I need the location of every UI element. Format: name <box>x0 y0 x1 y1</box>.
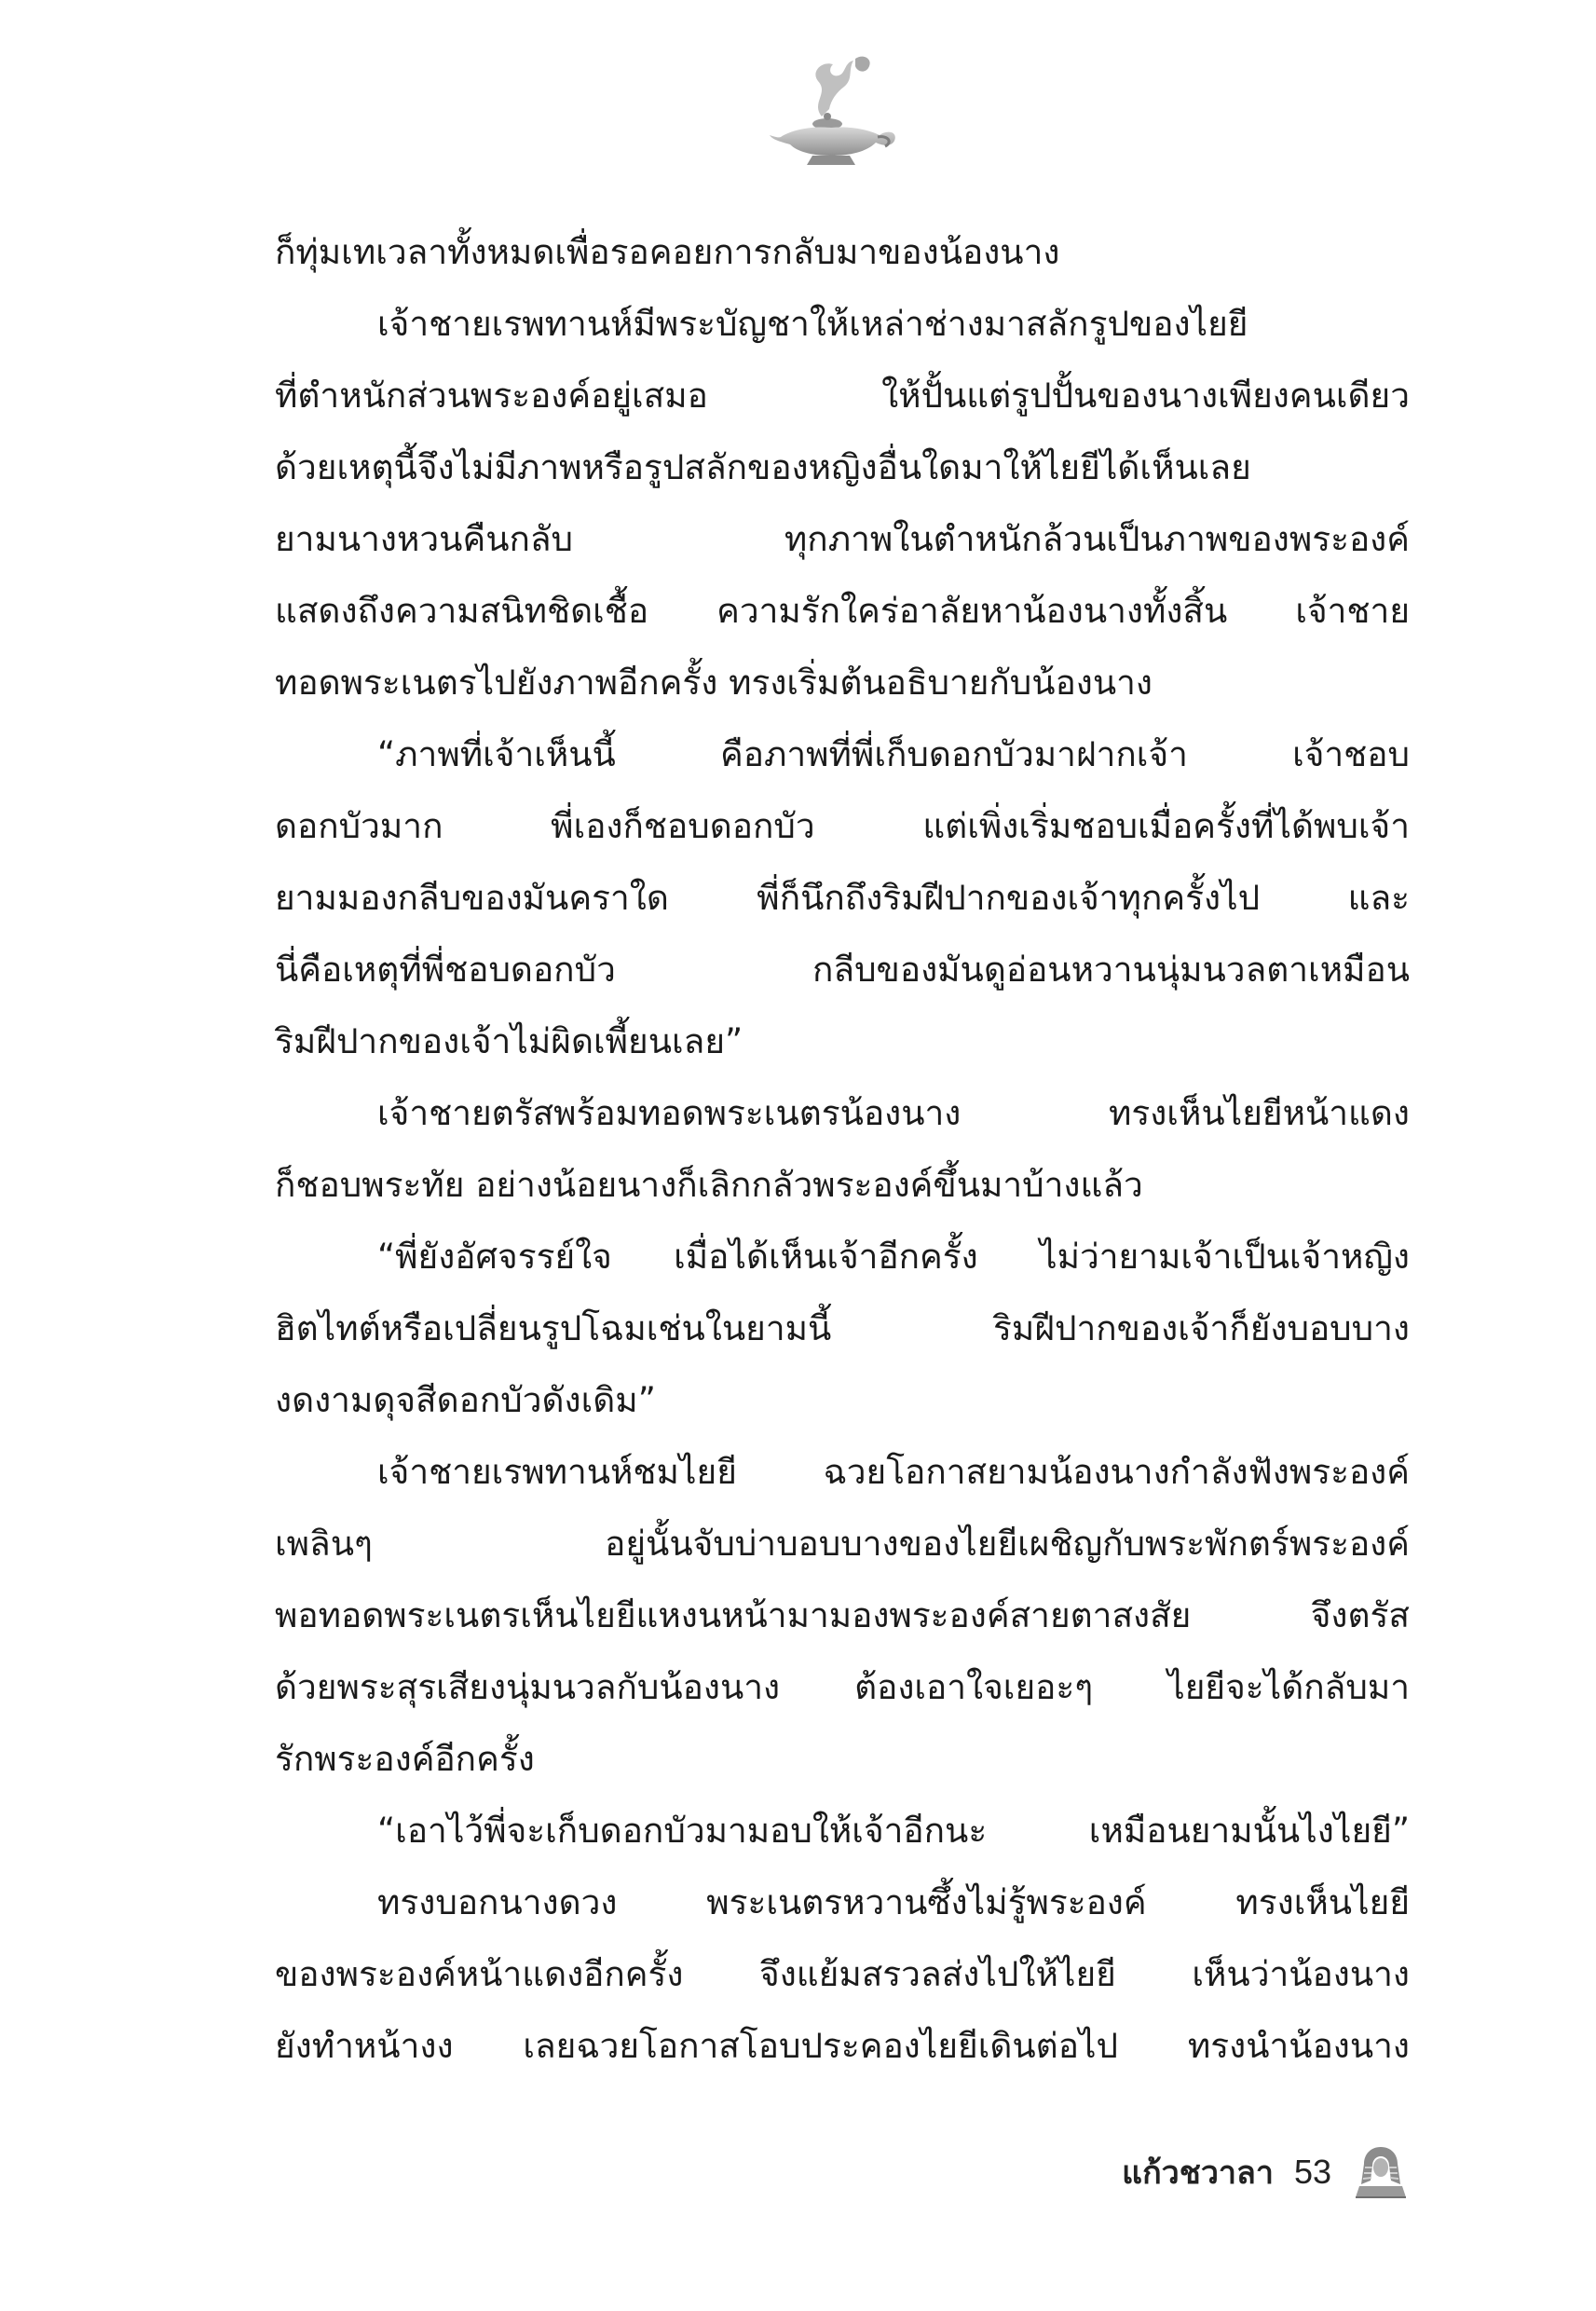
magic-lamp-icon <box>764 51 904 172</box>
page-footer <box>1122 2143 1410 2201</box>
text-line: ฮิตไทต์หรือเปลี่ยนรูปโฉมเช่นในยามนี้ ริมฝีปากของเจ้าก็ยังบอบบาง <box>275 1308 1410 1348</box>
page-number: 53 <box>1293 2153 1331 2191</box>
text-line: เพลินๆ อยู่นั้นจับบ่าบอบบางของไยยีเผชิญกับพระพักตร์พระองค์ <box>275 1524 1410 1564</box>
book-title: แก้วชวาลา <box>1122 2154 1274 2192</box>
text-line: ดอกบัวมาก พี่เองก็ชอบดอกบัว แต่เพิ่งเริ่มชอบเมื่อครั้งที่ได้พบเจ้า <box>275 806 1410 846</box>
text-line: ก็ชอบพระทัย อย่างน้อยนางก็เลิกกลัวพระองค์ขึ้นมาบ้างแล้ว <box>275 1165 1143 1205</box>
text-line: ยามมองกลีบของมันคราใด พี่ก็นึกถึงริมฝีปากของเจ้าทุกครั้งไป และ <box>275 878 1410 918</box>
text-line: งดงามดุจสีดอกบัวดังเดิม” <box>275 1380 656 1420</box>
text-line: ทรงบอกนางดวง พระเนตรหวานซึ้งไม่รู้พระองค์ ทรงเห็นไยยี <box>377 1882 1410 1922</box>
sphinx-icon <box>1352 2143 1410 2201</box>
text-line: ริมฝีปากของเจ้าไม่ผิดเพี้ยนเลย” <box>275 1021 743 1061</box>
body-text <box>275 216 1410 2082</box>
text-line: ยังทำหน้างง เลยฉวยโอกาสโอบประคองไยยีเดินต่อไป ทรงนำน้องนาง <box>275 2026 1410 2066</box>
text-line: ยามนางหวนคืนกลับ ทุกภาพในตำหนักล้วนเป็นภาพของพระองค์ <box>275 519 1410 559</box>
text-line: เจ้าชายตรัสพร้อมทอดพระเนตรน้องนาง ทรงเห็นไยยีหน้าแดง <box>377 1093 1410 1133</box>
text-line: เจ้าชายเรพทานห์มีพระบัญชาให้เหล่าช่างมาสลักรูปของไยยี <box>377 304 1248 344</box>
text-line: “เอาไว้พี่จะเก็บดอกบัวมามอบให้เจ้าอีกนะ เหมือนยามนั้นไงไยยี” <box>377 1811 1410 1851</box>
text-line: ด้วยพระสุรเสียงนุ่มนวลกับน้องนาง ต้องเอาใจเยอะๆ ไยยีจะได้กลับมา <box>275 1667 1410 1707</box>
text-line: “ภาพที่เจ้าเห็นนี้ คือภาพที่พี่เก็บดอกบัวมาฝากเจ้า เจ้าชอบ <box>377 734 1410 774</box>
text-line: รักพระองค์อีกครั้ง <box>275 1739 535 1779</box>
text-line: ของพระองค์หน้าแดงอีกครั้ง จึงแย้มสรวลส่งไปให้ไยยี เห็นว่าน้องนาง <box>275 1954 1410 1994</box>
text-line: ก็ทุ่มเทเวลาทั้งหมดเพื่อรอคอยการกลับมาของน้องนาง <box>275 232 1060 272</box>
text-line: “พี่ยังอัศจรรย์ใจ เมื่อได้เห็นเจ้าอีกครั้ง ไม่ว่ายามเจ้าเป็นเจ้าหญิง <box>377 1237 1410 1277</box>
text-line: นี่คือเหตุที่พี่ชอบดอกบัว กลีบของมันดูอ่อนหวานนุ่มนวลตาเหมือน <box>275 950 1410 990</box>
text-line: ที่ตำหนักส่วนพระองค์อยู่เสมอ ให้ปั้นแต่รูปปั้นของนางเพียงคนเดียว <box>275 376 1410 416</box>
text-line: เจ้าชายเรพทานห์ชมไยยี ฉวยโอกาสยามน้องนางกำลังฟังพระองค์ <box>377 1452 1410 1492</box>
text-line: แสดงถึงความสนิทชิดเชื้อ ความรักใคร่อาลัยหาน้องนางทั้งสิ้น เจ้าชาย <box>275 591 1410 631</box>
text-line: ทอดพระเนตรไปยังภาพอีกครั้ง ทรงเริ่มต้นอธิบายกับน้องนาง <box>275 663 1153 703</box>
text-line: พอทอดพระเนตรเห็นไยยีแหงนหน้ามามองพระองค์สายตาสงสัย จึงตรัส <box>275 1595 1410 1635</box>
text-line: ด้วยเหตุนี้จึงไม่มีภาพหรือรูปสลักของหญิงอื่นใดมาให้ไยยีได้เห็นเลย <box>275 447 1251 487</box>
